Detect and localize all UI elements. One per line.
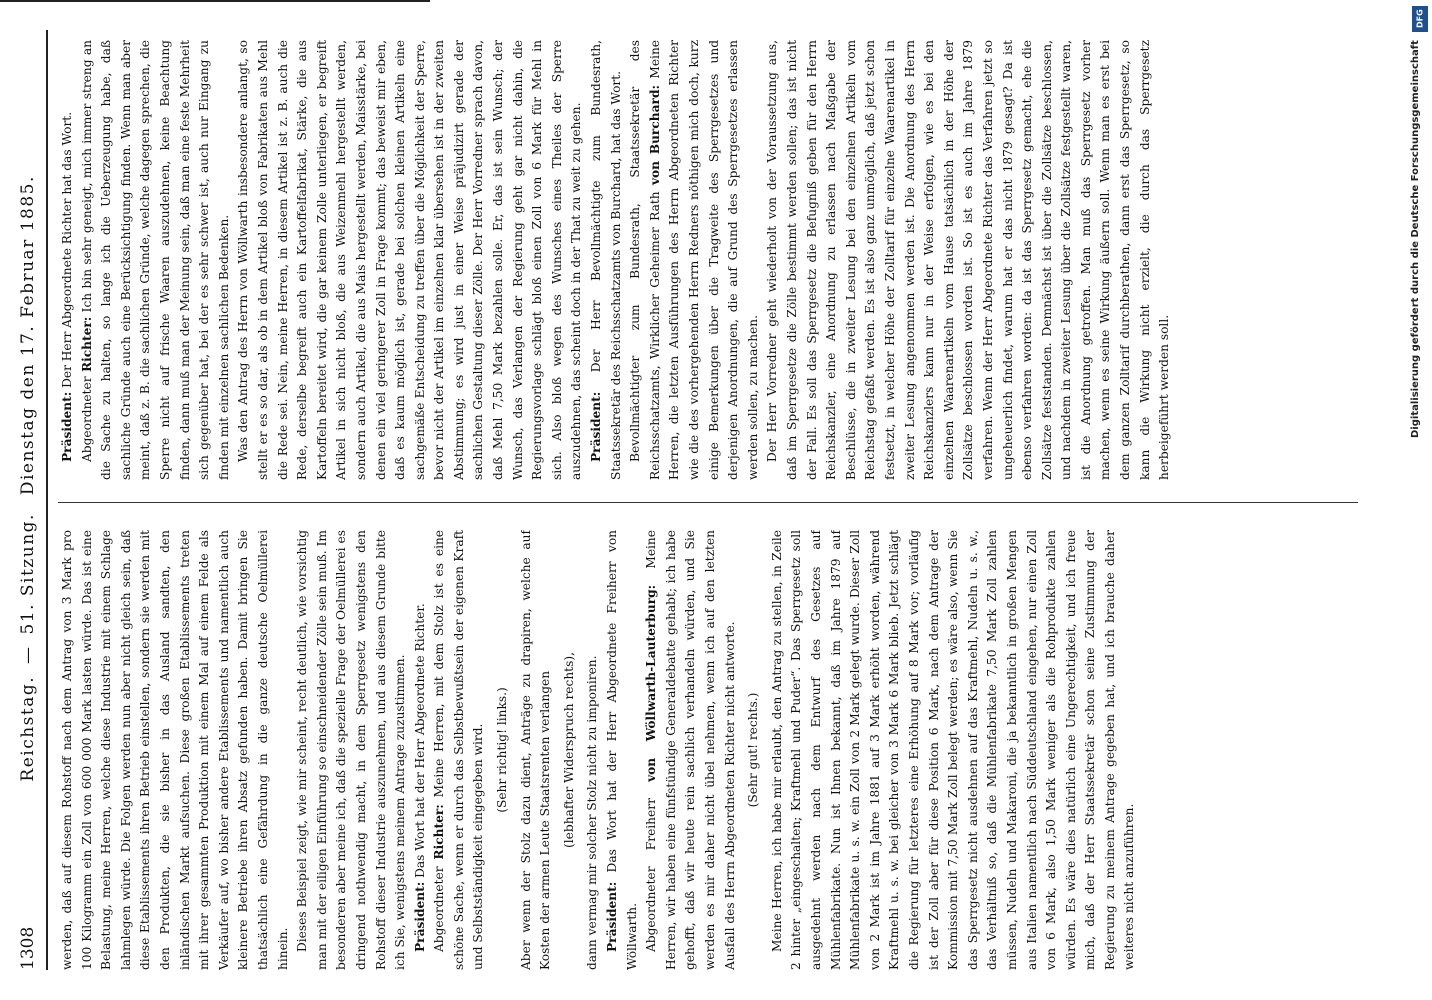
speech-paragraph bbox=[626, 40, 763, 480]
remark: (lebhafter Widerspruch rechts), bbox=[561, 652, 576, 848]
paragraph: Was den Antrag des Herrn von Wöllwarth insbesondere anlangt, so stellt er es so dar, als ob in dem Artikel bloß von Fabrikaten aus Mehl die Rede sei. Nein, meine Herren, in diesem Artikel ist z. B. auch die Rede, derselbe begreift auch ein Kartoffelfabrikat, Stärke, die aus Kartoffeln bereitet wird, die gar keinem Zolle unterliegen, er begreift Artikel in sich nicht bloß, die aus Weizenmehl hergestellt werden, sondern auch Artikel, die aus Mais hergestellt werden, Maisstärke, bei denen ein viel geringerer Zoll in Frage kommt; das beweist mir eben, daß es kaum möglich ist, gerade bei solchen kleinen Artikeln eine sachgemäße Entscheidung zu treffen über die Möglichkeit der Sperre, bevor nicht der Artikel im einzelnen klar übersehen ist in der zweiten Abstimmung; es wird just in einer Weise präjudizirt gerade der sachlichen Gestaltung dieser Zölle. Der Herr Vorredner sprach davon, daß Mehl 7,50 Mark bezahlen solle. Er, das ist sein Wunsch; der Wunsch, das Verlangen der Regierung geht gar nicht dahin, die Regierungsvorlage schlägt bloß einen Zoll von 6 Mark für Mehl in sich. Also bloß wegen des Wunsches eines Theiles der Sperre auszudehnen, das scheint doch in der That zu weit zu gehen. bbox=[236, 40, 584, 480]
speaker-name: Präsident: bbox=[60, 391, 74, 462]
scan-edge-line bbox=[0, 0, 430, 2]
speaker-name: Richter: bbox=[79, 316, 94, 373]
paragraph: werden, daß auf diesem Rohstoff nach dem Antrag von 3 Mark pro 100 Kilogramm ein Zoll von 600 000 Mark lasten würde. Das ist eine Belastung, meine Herren, welche diese Industrie mit einem Schlage lahmlegen würde. Die Folgen werden nun aber nicht gleich sein, daß diese Etablissements ihren Betrieb einstellen, sondern sie werden mit den Produkten, die sie bisher in das Ausland sandten, den inländischen Markt aufsuchen. Diese großen Etablissements treten mit ihrer gesammten Produktion mit einem Mal auf einem Felde als Verkäufer auf, wo bisher andere Etablissements und namentlich auch kleinere Betriebe ihren Absatz gefunden haben. Damit bringen Sie thatsächlich eine Gefährdung in die ganze deutsche Oelmüllerei hinein. bbox=[60, 530, 290, 970]
paragraph: dann vermag mir solcher Stolz nicht zu imponiren. bbox=[585, 655, 600, 970]
speech-paragraph bbox=[587, 40, 626, 480]
running-head bbox=[18, 30, 48, 970]
head-title: Reichstag. — 51. Sitzung. Dienstag den 17. Februar 1885. bbox=[18, 175, 38, 782]
speech-text: Der Herr Bevollmächtigte zum Bundesrath, Staatssekretär des Reichsschatzamts von Burchard, hat das Wort. bbox=[589, 40, 623, 480]
head-left-title: Reichstag. bbox=[18, 675, 38, 782]
speaker-intro: Abgeordneter bbox=[79, 376, 94, 462]
right-column bbox=[58, 40, 1358, 480]
paragraph: Dieses Beispiel zeigt, wie mir scheint, recht deutlich, wie vorsichtig man mit der eiligen Einführung so einschneidender Zölle sein muß. Im besonderen aber meine ich, daß die spezielle Frage der Oelmüllerei es dringend nothwendig macht, in dem Sperrgesetz wenigstens den Rohstoff dieser Industrie auszunehmen, und aus diesem Grunde bitte ich Sie, wenigstens meinem Antrage zuzustimmen. bbox=[295, 530, 408, 970]
speech-text: Das Wort hat der Herr Abgeordnete Richter. bbox=[412, 603, 427, 878]
head-session: 51. Sitzung. bbox=[18, 513, 38, 635]
remark: (Sehr gut! rechts.) bbox=[746, 692, 761, 808]
speech-paragraph bbox=[430, 530, 489, 970]
page-number: 1308 bbox=[18, 926, 38, 970]
speaker-intro: Bevollmächtigter zum Bundesrath, Staatssekretär des Reichsschatzamts, Wirklicher Geheimer Rath bbox=[628, 40, 662, 480]
speaker-name: Präsident: bbox=[589, 391, 604, 462]
paragraph: Der Herr Vorredner geht wiederholt von der Voraussetzung aus, daß im Sperrgesetze die Zölle bestimmt werden sollen; das ist nicht der Fall. Es soll das Sperrgesetz die Befugniß geben für den Herrn Reichskanzler, eine Anordnung zu erlassen nach Maßgabe der Beschlüsse, die in zweiter Lesung bei den einzelnen Artikeln vom Reichstag gefaßt werden. Es ist also ganz unmöglich, daß jetzt schon festsetzt, in welcher Höhe der Zolltarif für einzelne Waarenartikel in zweiter Lesung angenommen werden ist. Die Anordnung des Herrn Reichskanzlers kann nur in der Weise erfolgen, wie es bei den einzelnen Waarenartikeln vom Hause tatsächlich in der Höhe der Zollsätze beschlossen worden ist. So ist es auch im Jahre 1879 verfahren. Wenn der Herr Abgeordnete Richter das Verfahren jetzt so ungeheuerlich findet, warum hat er das nicht 1879 gesagt? Da ist ebenso verfahren worden: da ist das Sperrgesetz gemacht, ehe die Zollsätze feststanden. Demnächst ist über die Zollsätze beschlossen, und nachdem in zweiter Lesung über die Zollsätze festgestellt waren, ist die Anordnung getroffen. Man muß das Sperrgesetz vorher machen, wenn es seine Wirkung äußern soll. Wenn man es erst bei dem ganzen Zolltarif durchberathen, dann erst das Sperrgesetz, so kann die Wirkung nicht erzielt, die durch das Sperrgesetz herbeigeführt werden soll. bbox=[765, 40, 1172, 480]
speech-text: Meine Herren, mit dem Stolz ist es eine schöne Sache, wenn er durch das Selbstbewußtsein der eigenen Kraft und Selbstständigkeit eingegeben wird. bbox=[432, 530, 486, 970]
speaker-name: von Wöllwarth-Lauterburg: bbox=[644, 584, 659, 782]
paragraph: Aber wenn der Stolz dazu dient, Anträge zu drapiren, welche auf Kosten der armen Leute Staatsrenten verlangen bbox=[518, 530, 553, 970]
left-column bbox=[58, 530, 1358, 970]
speaker-name: von Burchard: bbox=[647, 85, 662, 186]
speech-text: Ich bin sehr geneigt, mich immer streng an die Sache zu halten, so lange ich die Ueberzeugung habe, daß sachliche Gründe auch eine Berücksichtigung finden. Wenn man aber meint, daß z. B. die sachlichen Gründe, welche dagegen sprechen, die Sperre nicht auf frische Waaren auszudehnen, keine Beachtung finden, dann muß man der Meinung sein, daß man eine feste Mehrheit sich gegenüber hat, bei der es sehr schwer ist, auch nur Eingang zu finden mit einzelnen sachlichen Bedenken. bbox=[79, 40, 231, 480]
speaker-intro: Abgeordneter Freiherr bbox=[644, 798, 659, 952]
rotated-document-page bbox=[10, 10, 1390, 990]
remark: (Sehr richtig! links.) bbox=[495, 687, 510, 813]
speech-text: Der Herr Abgeordnete Richter hat das Wort. bbox=[60, 111, 74, 388]
speech-paragraph bbox=[78, 40, 235, 480]
speech-paragraph bbox=[603, 530, 642, 970]
dfg-logo: DFG bbox=[1412, 6, 1428, 32]
speech-text: Meine Herren, die letzten Ausführungen des Herrn Abgeordneten Richter wie die des vorhergehenden Herrn Redners nöthigen mich doch, kurz einige Bemerkungen über die Tragweite des Sperrgesetzes und derjenigen Anordnungen, die auf Grund des Sperrgesetzes erlassen werden sollen, zu machen. bbox=[647, 40, 760, 480]
speech-text: Meine Herren, wir haben eine fünfstündige Generaldebatte gehabt; ich habe gehofft, daß wir heute rein sachlich verhandeln würden, und Sie werden es mir daher nicht übel nehmen, wenn ich auf den letzten Ausfall des Herrn Abgeordneten Richter nicht antworte. bbox=[644, 530, 737, 970]
digitization-credit: Digitalisierung gefördert durch die Deutsche Forschungsgemeinschaft bbox=[1410, 40, 1421, 438]
speaker-name: Richter: bbox=[432, 804, 447, 860]
speech-paragraph bbox=[642, 530, 740, 970]
column-divider bbox=[58, 502, 1358, 503]
speech-paragraph bbox=[58, 40, 78, 480]
speaker-intro: Abgeordneter bbox=[432, 866, 447, 952]
speaker-name: Präsident: bbox=[605, 881, 620, 952]
paragraph: Meine Herren, ich habe mir erlaubt, den Antrag zu stellen, in Zeile 2 hinter „eingeschalten; Kraftmehl und Puder“. Das Sperrgesetz soll ausgedehnt werden nach dem Entwurf des Gesetzes auf Mühlenfabrikate. Nun ist Ihnen bekannt, daß im Jahre 1879 auf Mühlenfabrikate u. s. w. ein Zoll von 2 Mark gelegt wurde. Dieser Zoll von 2 Mark ist im Jahre 1881 auf 3 Mark erhöht worden, während Kraftmehl u. s. w. bei gleicher von 3 Mark 6 Mark blieb. Jetzt schlägt die Regierung für letzteres eine Erhöhung auf 8 Mark vor; vorläufig ist der Zoll aber für diese Position 6 Mark, nach dem Antrage der Kommission mit 7,50 Mark Zoll belegt werden; es wäre also, wenn Sie das Sperrgesetz nicht ausdehnen auf das Kraftmehl, Nudeln u. s. w., das Verhältniß so, daß die Mühlenfabrikate 7,50 Mark Zoll zahlen müssen, Nudeln und Makaroni, die ja bekanntlich in großen Mengen aus Italien namentlich nach Süddeutschland eingehen, nur einen Zoll von 6 Mark, also 1,50 Mark weniger als die Rohprodukte zahlen würden. Es wäre dies natürlich eine Ungerechtigkeit, und ich freue mich, daß der Herr Staatssekretär schon seine Zustimmung der Regierung zu meinem Antrage gegeben hat, und ich brauche daher weiteres nicht anzuführen. bbox=[769, 530, 1137, 970]
speech-text: Das Wort hat der Herr Abgeordnete Freiherr von Wöllwarth. bbox=[605, 530, 639, 970]
speech-paragraph bbox=[411, 530, 431, 970]
speaker-name: Präsident: bbox=[412, 881, 427, 952]
head-date: Dienstag den 17. Februar 1885. bbox=[18, 175, 38, 496]
